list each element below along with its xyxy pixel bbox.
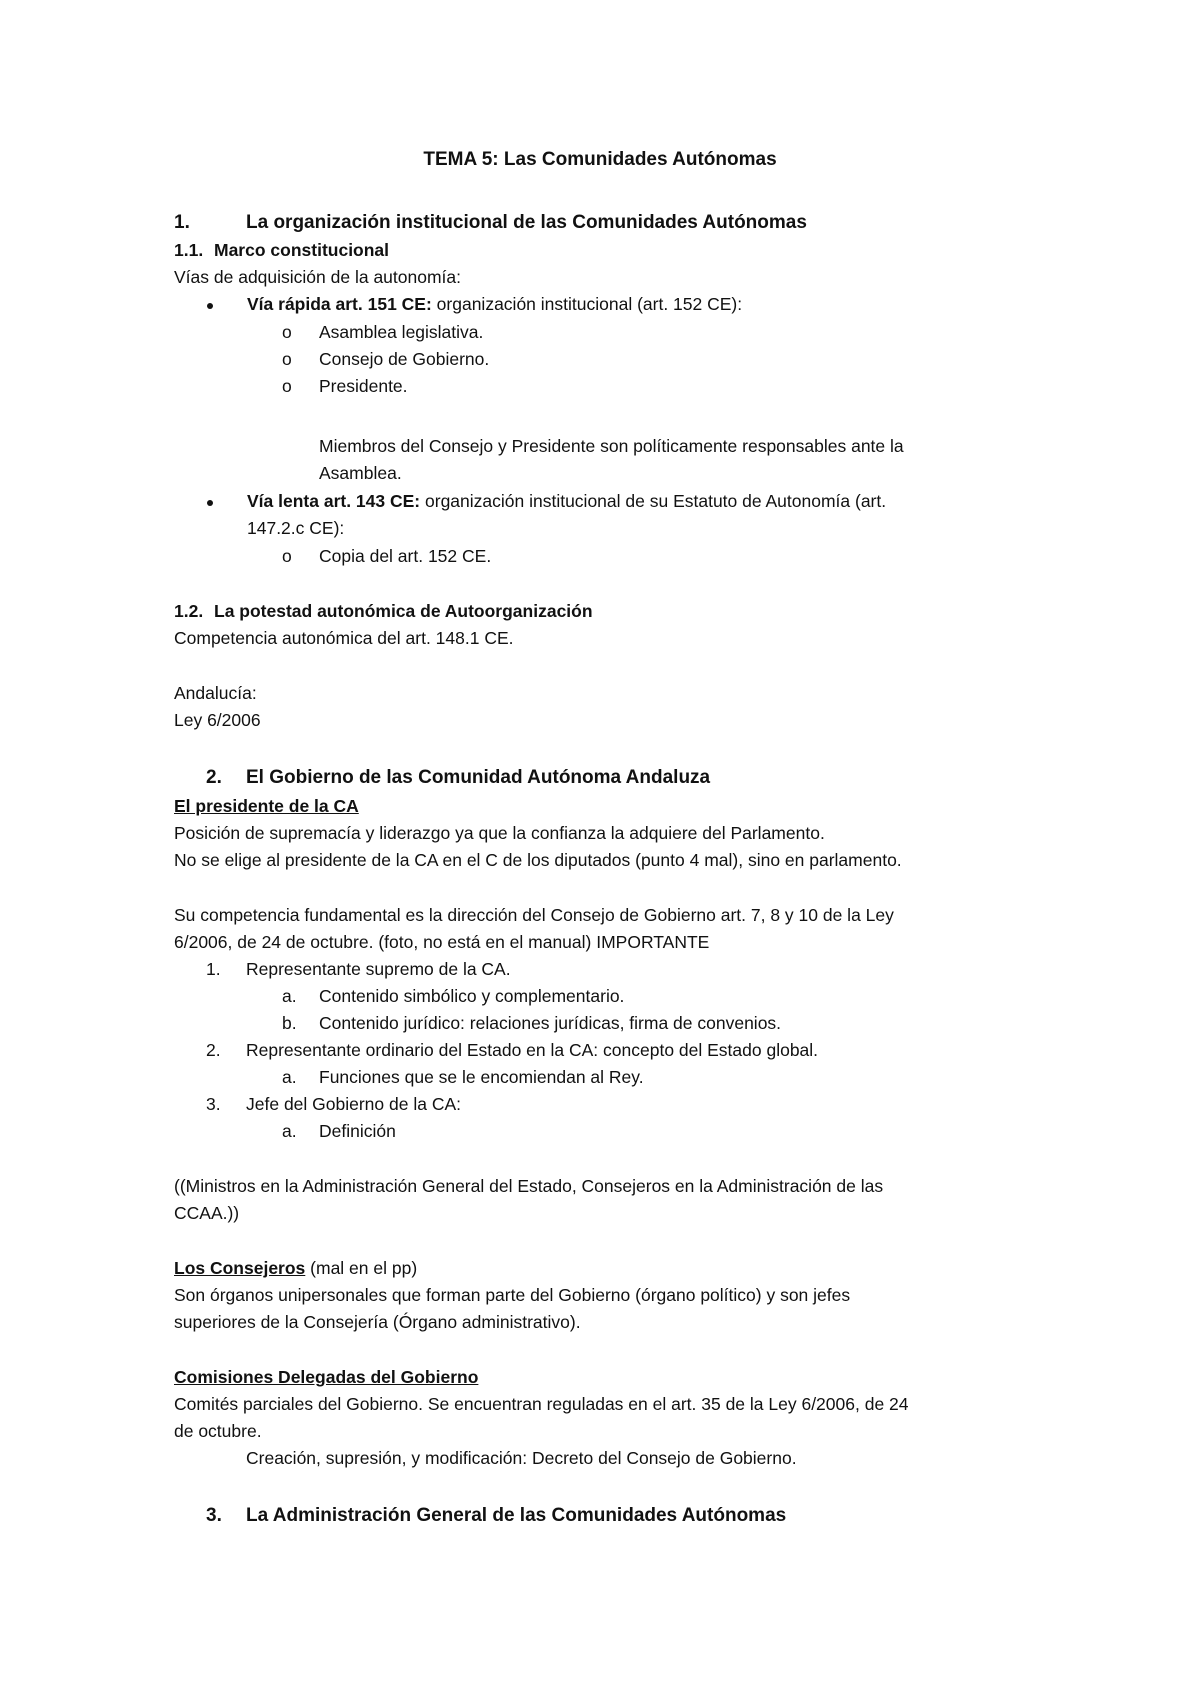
presidente-text-1: Posición de supremacía y liderazgo ya que la confianza la adquiere del Parlamento. — [174, 823, 825, 843]
competencia-text: Competencia autonómica del art. 148.1 CE. — [174, 628, 514, 648]
list-number: 1. — [206, 959, 221, 979]
section-3-heading: La Administración General de las Comunidades Autónomas — [246, 1505, 787, 1526]
consejeros-text-1: Son órganos unipersonales que forman parte del Gobierno (órgano político) y son jefes — [174, 1285, 851, 1305]
sub-bullet-marker: o — [282, 322, 292, 342]
parenthetical-line-2: CCAA.)) — [174, 1203, 240, 1223]
consejeros-heading-line — [174, 1256, 417, 1280]
list-item: Definición — [319, 1121, 396, 1141]
list-item: Jefe del Gobierno de la CA: — [246, 1094, 461, 1114]
presidente-text-2: No se elige al presidente de la CA en el C de los diputados (punto 4 mal), sino en parlamento. — [174, 850, 902, 870]
subsection-1-1-heading: Marco constitucional — [214, 240, 390, 260]
list-number: 2. — [206, 1040, 221, 1060]
section-1-heading: La organización institucional de las Comunidades Autónomas — [246, 212, 807, 233]
via-lenta-label: Vía lenta art. 143 CE: — [247, 491, 421, 511]
subsection-1-2-heading: La potestad autonómica de Autoorganización — [214, 601, 593, 621]
comisiones-text-2: de octubre. — [174, 1421, 262, 1441]
sub-bullet-marker: o — [282, 349, 292, 369]
consejeros-heading: Los Consejeros — [174, 1258, 306, 1278]
via-lenta-line-2: 147.2.c CE): — [247, 518, 345, 538]
list-letter: a. — [282, 1067, 297, 1087]
consejeros-note: (mal en el pp) — [305, 1258, 418, 1278]
andalucia-label: Andalucía: — [174, 683, 257, 703]
section-1-number: 1. — [174, 212, 190, 233]
list-item: Representante ordinario del Estado en la CA: concepto del Estado global. — [246, 1040, 819, 1060]
via-rapida — [247, 292, 742, 316]
comisiones-text-3: Creación, supresión, y modificación: Decreto del Consejo de Gobierno. — [246, 1448, 797, 1468]
via-lenta-text: organización institucional de su Estatuto de Autonomía (art. — [420, 491, 887, 511]
competencia-fundamental-2: 6/2006, de 24 de octubre. (foto, no está en el manual) IMPORTANTE — [174, 932, 710, 952]
sub-bullet-marker: o — [282, 546, 292, 566]
list-item: Contenido jurídico: relaciones jurídicas, firma de convenios. — [319, 1013, 782, 1033]
consejeros-text-2: superiores de la Consejería (Órgano administrativo). — [174, 1312, 581, 1332]
via-lenta — [247, 489, 886, 513]
section-3-number: 3. — [206, 1505, 222, 1526]
section-2-number: 2. — [206, 767, 222, 788]
competencia-fundamental-1: Su competencia fundamental es la dirección del Consejo de Gobierno art. 7, 8 y 10 de la Ley — [174, 905, 894, 925]
comisiones-text-1: Comités parciales del Gobierno. Se encuentran reguladas en el art. 35 de la Ley 6/2006, de 24 — [174, 1394, 909, 1414]
list-item: Consejo de Gobierno. — [319, 349, 490, 369]
via-rapida-label: Vía rápida art. 151 CE: — [247, 294, 432, 314]
list-item: Representante supremo de la CA. — [246, 959, 511, 979]
ley-text: Ley 6/2006 — [174, 710, 261, 730]
presidente-heading: El presidente de la CA — [174, 796, 359, 816]
miembros-line-1: Miembros del Consejo y Presidente son políticamente responsables ante la — [319, 436, 904, 456]
list-item: Funciones que se le encomiendan al Rey. — [319, 1067, 644, 1087]
bullet-icon — [207, 500, 213, 506]
vias-intro: Vías de adquisición de la autonomía: — [174, 267, 461, 287]
list-letter: a. — [282, 986, 297, 1006]
list-item: Presidente. — [319, 376, 408, 396]
page-title: TEMA 5: Las Comunidades Autónomas — [423, 149, 777, 170]
parenthetical-line-1: ((Ministros en la Administración General del Estado, Consejeros en la Administración de las — [174, 1176, 884, 1196]
list-letter: a. — [282, 1121, 297, 1141]
list-item: Contenido simbólico y complementario. — [319, 986, 625, 1006]
comisiones-heading: Comisiones Delegadas del Gobierno — [174, 1367, 479, 1387]
subsection-1-2-number: 1.2. — [174, 601, 204, 621]
miembros-line-2: Asamblea. — [319, 463, 402, 483]
sub-bullet-marker: o — [282, 376, 292, 396]
list-item: Asamblea legislativa. — [319, 322, 484, 342]
section-2-heading: El Gobierno de las Comunidad Autónoma Andaluza — [246, 767, 711, 788]
list-letter: b. — [282, 1013, 297, 1033]
bullet-icon — [207, 303, 213, 309]
list-item: Copia del art. 152 CE. — [319, 546, 492, 566]
subsection-1-1-number: 1.1. — [174, 240, 204, 260]
list-number: 3. — [206, 1094, 221, 1114]
via-rapida-text: organización institucional (art. 152 CE): — [431, 294, 743, 314]
